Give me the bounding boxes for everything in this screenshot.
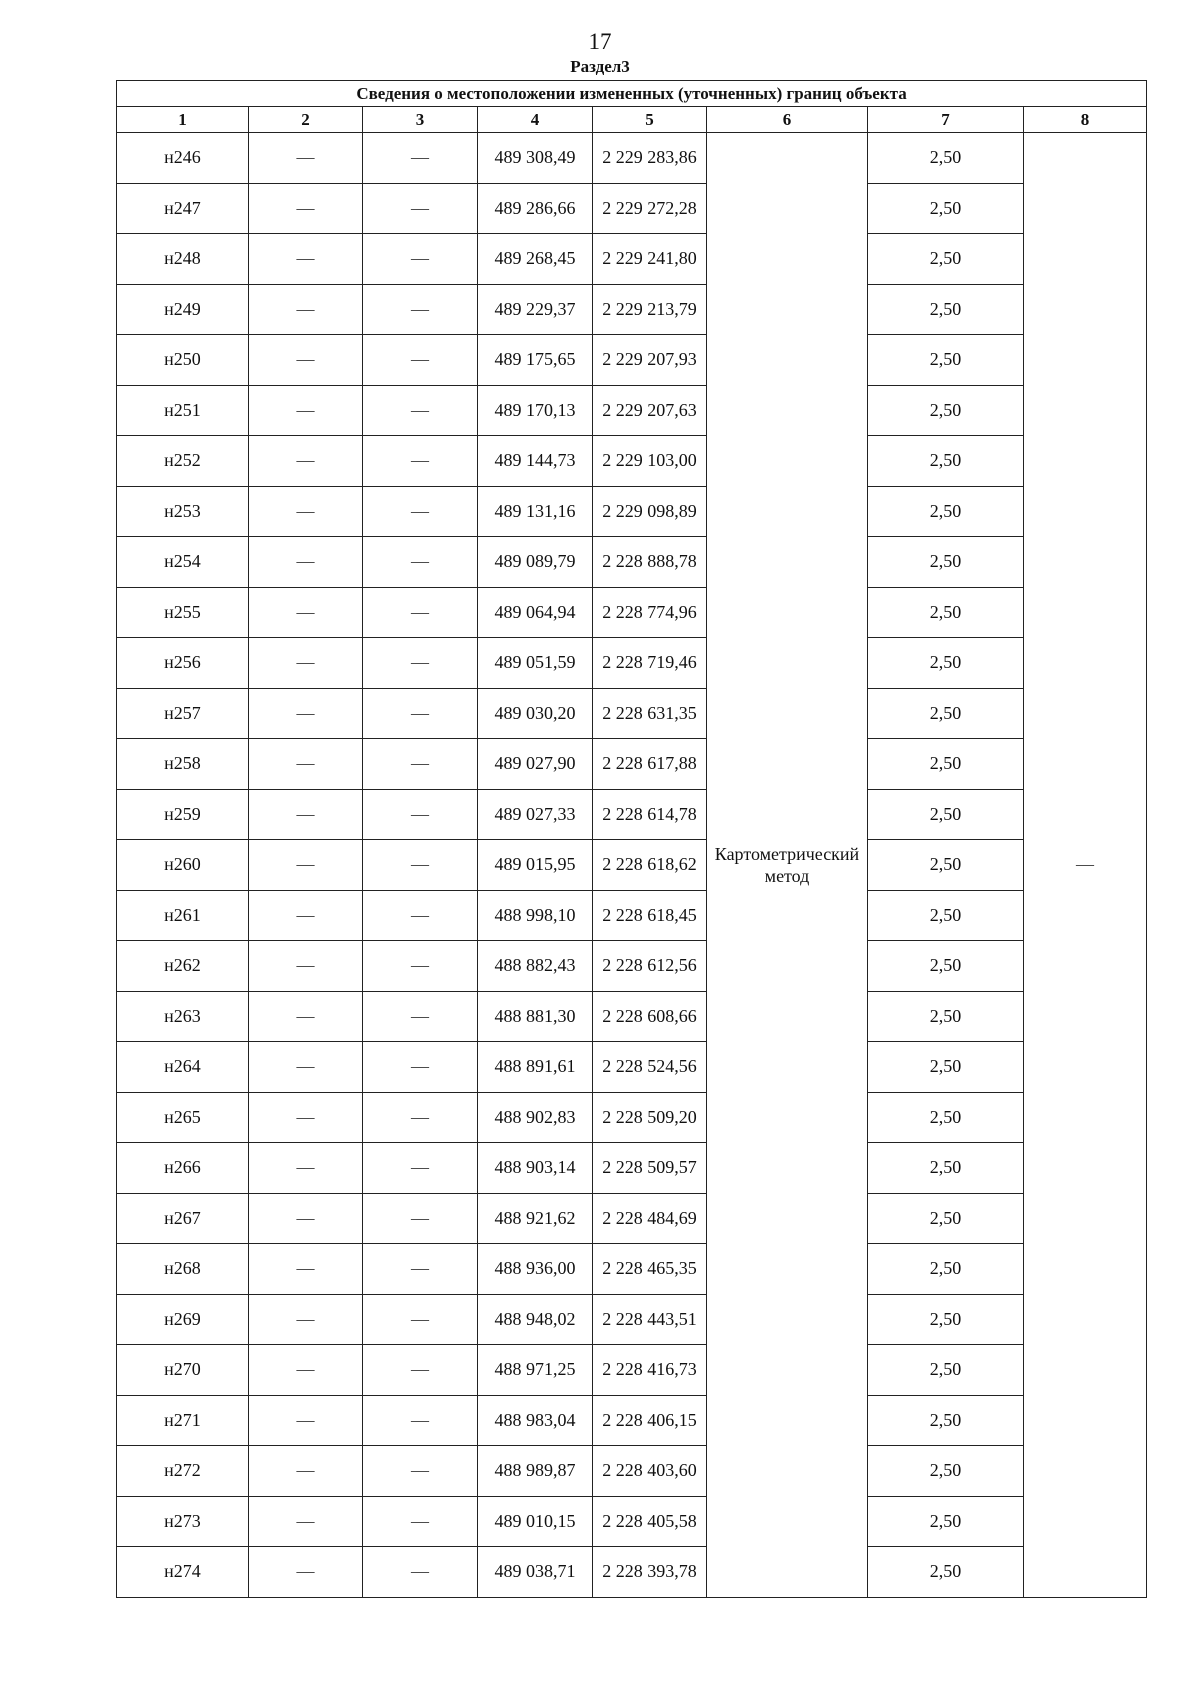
table-row — [117, 1446, 1147, 1497]
column-3-cell: — — [363, 688, 478, 739]
column-3-cell: — — [363, 1547, 478, 1598]
column-2-cell: — — [249, 537, 363, 588]
column-8-cell: — — [1024, 133, 1147, 1598]
column-3-cell: — — [363, 587, 478, 638]
x-coordinate-cell: 488 998,10 — [478, 890, 593, 941]
y-coordinate-cell: 2 228 509,57 — [593, 1143, 707, 1194]
point-id-cell: н266 — [117, 1143, 249, 1194]
column-number-1: 1 — [117, 107, 249, 133]
y-coordinate-cell: 2 228 719,46 — [593, 638, 707, 689]
point-id-cell: н268 — [117, 1244, 249, 1295]
point-id-cell: н252 — [117, 436, 249, 487]
accuracy-cell: 2,50 — [868, 234, 1024, 285]
y-coordinate-cell: 2 229 283,86 — [593, 133, 707, 184]
table-row — [117, 991, 1147, 1042]
column-3-cell: — — [363, 537, 478, 588]
accuracy-cell: 2,50 — [868, 688, 1024, 739]
accuracy-cell: 2,50 — [868, 335, 1024, 386]
x-coordinate-cell: 488 936,00 — [478, 1244, 593, 1295]
y-coordinate-cell: 2 228 443,51 — [593, 1294, 707, 1345]
column-3-cell: — — [363, 385, 478, 436]
point-id-cell: н250 — [117, 335, 249, 386]
table-row — [117, 234, 1147, 285]
x-coordinate-cell: 488 902,83 — [478, 1092, 593, 1143]
column-2-cell: — — [249, 1395, 363, 1446]
point-id-cell: н246 — [117, 133, 249, 184]
accuracy-cell: 2,50 — [868, 1294, 1024, 1345]
table-row — [117, 385, 1147, 436]
column-2-cell: — — [249, 991, 363, 1042]
column-number-3: 3 — [363, 107, 478, 133]
table-row — [117, 1092, 1147, 1143]
point-id-cell: н259 — [117, 789, 249, 840]
point-id-cell: н269 — [117, 1294, 249, 1345]
y-coordinate-cell: 2 228 617,88 — [593, 739, 707, 790]
table-row — [117, 890, 1147, 941]
y-coordinate-cell: 2 229 098,89 — [593, 486, 707, 537]
accuracy-cell: 2,50 — [868, 1244, 1024, 1295]
column-3-cell: — — [363, 1143, 478, 1194]
table-row — [117, 840, 1147, 891]
column-2-cell: — — [249, 789, 363, 840]
x-coordinate-cell: 488 971,25 — [478, 1345, 593, 1396]
column-3-cell: — — [363, 284, 478, 335]
y-coordinate-cell: 2 228 618,45 — [593, 890, 707, 941]
x-coordinate-cell: 489 089,79 — [478, 537, 593, 588]
accuracy-cell: 2,50 — [868, 587, 1024, 638]
x-coordinate-cell: 489 027,33 — [478, 789, 593, 840]
table-row — [117, 638, 1147, 689]
accuracy-cell: 2,50 — [868, 486, 1024, 537]
table-row — [117, 1143, 1147, 1194]
column-2-cell: — — [249, 284, 363, 335]
point-id-cell: н251 — [117, 385, 249, 436]
point-id-cell: н256 — [117, 638, 249, 689]
point-id-cell: н253 — [117, 486, 249, 537]
column-2-cell: — — [249, 385, 363, 436]
table-row — [117, 183, 1147, 234]
accuracy-cell: 2,50 — [868, 941, 1024, 992]
column-number-2: 2 — [249, 107, 363, 133]
accuracy-cell: 2,50 — [868, 284, 1024, 335]
column-3-cell: — — [363, 1042, 478, 1093]
table-row — [117, 1193, 1147, 1244]
y-coordinate-cell: 2 228 614,78 — [593, 789, 707, 840]
accuracy-cell: 2,50 — [868, 789, 1024, 840]
column-number-4: 4 — [478, 107, 593, 133]
y-coordinate-cell: 2 229 241,80 — [593, 234, 707, 285]
accuracy-cell: 2,50 — [868, 991, 1024, 1042]
column-3-cell: — — [363, 1244, 478, 1295]
y-coordinate-cell: 2 228 406,15 — [593, 1395, 707, 1446]
point-id-cell: н274 — [117, 1547, 249, 1598]
y-coordinate-cell: 2 228 524,56 — [593, 1042, 707, 1093]
y-coordinate-cell: 2 229 272,28 — [593, 183, 707, 234]
column-3-cell: — — [363, 183, 478, 234]
table-row — [117, 1395, 1147, 1446]
column-2-cell: — — [249, 941, 363, 992]
point-id-cell: н261 — [117, 890, 249, 941]
column-2-cell: — — [249, 1244, 363, 1295]
accuracy-cell: 2,50 — [868, 1446, 1024, 1497]
column-3-cell: — — [363, 1193, 478, 1244]
column-2-cell: — — [249, 1193, 363, 1244]
x-coordinate-cell: 489 030,20 — [478, 688, 593, 739]
table-row — [117, 133, 1147, 184]
column-2-cell: — — [249, 638, 363, 689]
table-row — [117, 1294, 1147, 1345]
column-number-row — [117, 107, 1147, 133]
column-2-cell: — — [249, 1496, 363, 1547]
table-row — [117, 587, 1147, 638]
accuracy-cell: 2,50 — [868, 840, 1024, 891]
column-3-cell: — — [363, 941, 478, 992]
x-coordinate-cell: 489 015,95 — [478, 840, 593, 891]
accuracy-cell: 2,50 — [868, 436, 1024, 487]
x-coordinate-cell: 488 921,62 — [478, 1193, 593, 1244]
x-coordinate-cell: 489 308,49 — [478, 133, 593, 184]
point-id-cell: н258 — [117, 739, 249, 790]
column-number-7: 7 — [868, 107, 1024, 133]
table-row — [117, 941, 1147, 992]
y-coordinate-cell: 2 229 207,63 — [593, 385, 707, 436]
accuracy-cell: 2,50 — [868, 1395, 1024, 1446]
x-coordinate-cell: 489 051,59 — [478, 638, 593, 689]
point-id-cell: н255 — [117, 587, 249, 638]
point-id-cell: н262 — [117, 941, 249, 992]
column-2-cell: — — [249, 1042, 363, 1093]
column-3-cell: — — [363, 991, 478, 1042]
accuracy-cell: 2,50 — [868, 1042, 1024, 1093]
table-row — [117, 1042, 1147, 1093]
x-coordinate-cell: 489 027,90 — [478, 739, 593, 790]
y-coordinate-cell: 2 228 509,20 — [593, 1092, 707, 1143]
y-coordinate-cell: 2 229 207,93 — [593, 335, 707, 386]
y-coordinate-cell: 2 228 608,66 — [593, 991, 707, 1042]
y-coordinate-cell: 2 228 484,69 — [593, 1193, 707, 1244]
accuracy-cell: 2,50 — [868, 1547, 1024, 1598]
x-coordinate-cell: 488 881,30 — [478, 991, 593, 1042]
table-row — [117, 688, 1147, 739]
point-id-cell: н263 — [117, 991, 249, 1042]
table-row — [117, 537, 1147, 588]
y-coordinate-cell: 2 228 403,60 — [593, 1446, 707, 1497]
column-2-cell: — — [249, 1547, 363, 1598]
column-2-cell: — — [249, 1294, 363, 1345]
column-3-cell: — — [363, 789, 478, 840]
y-coordinate-cell: 2 228 405,58 — [593, 1496, 707, 1547]
y-coordinate-cell: 2 228 774,96 — [593, 587, 707, 638]
point-id-cell: н270 — [117, 1345, 249, 1396]
table-row — [117, 436, 1147, 487]
y-coordinate-cell: 2 228 465,35 — [593, 1244, 707, 1295]
section-title: Раздел3 — [570, 57, 630, 76]
accuracy-cell: 2,50 — [868, 133, 1024, 184]
column-2-cell: — — [249, 335, 363, 386]
column-number-5: 5 — [593, 107, 707, 133]
x-coordinate-cell: 489 010,15 — [478, 1496, 593, 1547]
x-coordinate-cell: 489 131,16 — [478, 486, 593, 537]
table-row — [117, 486, 1147, 537]
point-id-cell: н272 — [117, 1446, 249, 1497]
column-3-cell: — — [363, 1446, 478, 1497]
column-2-cell: — — [249, 436, 363, 487]
column-3-cell: — — [363, 335, 478, 386]
column-3-cell: — — [363, 1294, 478, 1345]
y-coordinate-cell: 2 229 213,79 — [593, 284, 707, 335]
column-2-cell: — — [249, 486, 363, 537]
column-2-cell: — — [249, 890, 363, 941]
x-coordinate-cell: 489 144,73 — [478, 436, 593, 487]
column-3-cell: — — [363, 436, 478, 487]
y-coordinate-cell: 2 228 612,56 — [593, 941, 707, 992]
column-2-cell: — — [249, 739, 363, 790]
x-coordinate-cell: 489 038,71 — [478, 1547, 593, 1598]
column-3-cell: — — [363, 1092, 478, 1143]
accuracy-cell: 2,50 — [868, 183, 1024, 234]
column-number-8: 8 — [1024, 107, 1147, 133]
column-3-cell: — — [363, 133, 478, 184]
method-cell: Картометрический метод — [707, 133, 868, 1598]
column-2-cell: — — [249, 234, 363, 285]
point-id-cell: н267 — [117, 1193, 249, 1244]
table-row — [117, 335, 1147, 386]
accuracy-cell: 2,50 — [868, 1092, 1024, 1143]
column-3-cell: — — [363, 486, 478, 537]
x-coordinate-cell: 489 170,13 — [478, 385, 593, 436]
x-coordinate-cell: 489 268,45 — [478, 234, 593, 285]
accuracy-cell: 2,50 — [868, 1143, 1024, 1194]
point-id-cell: н247 — [117, 183, 249, 234]
y-coordinate-cell: 2 228 618,62 — [593, 840, 707, 891]
x-coordinate-cell: 488 983,04 — [478, 1395, 593, 1446]
point-id-cell: н260 — [117, 840, 249, 891]
point-id-cell: н248 — [117, 234, 249, 285]
x-coordinate-cell: 488 903,14 — [478, 1143, 593, 1194]
column-2-cell: — — [249, 1092, 363, 1143]
table-row — [117, 284, 1147, 335]
table-row — [117, 739, 1147, 790]
x-coordinate-cell: 489 286,66 — [478, 183, 593, 234]
column-number-6: 6 — [707, 107, 868, 133]
x-coordinate-cell: 489 064,94 — [478, 587, 593, 638]
accuracy-cell: 2,50 — [868, 537, 1024, 588]
accuracy-cell: 2,50 — [868, 638, 1024, 689]
table-row — [117, 1345, 1147, 1396]
point-id-cell: н264 — [117, 1042, 249, 1093]
table-row — [117, 1547, 1147, 1598]
column-3-cell: — — [363, 1496, 478, 1547]
x-coordinate-cell: 489 229,37 — [478, 284, 593, 335]
y-coordinate-cell: 2 228 416,73 — [593, 1345, 707, 1396]
column-3-cell: — — [363, 1395, 478, 1446]
x-coordinate-cell: 489 175,65 — [478, 335, 593, 386]
y-coordinate-cell: 2 228 888,78 — [593, 537, 707, 588]
coordinates-table — [116, 80, 1147, 1598]
table-body — [117, 133, 1147, 1598]
column-2-cell: — — [249, 183, 363, 234]
column-3-cell: — — [363, 890, 478, 941]
accuracy-cell: 2,50 — [868, 385, 1024, 436]
table-row — [117, 789, 1147, 840]
column-2-cell: — — [249, 587, 363, 638]
x-coordinate-cell: 488 882,43 — [478, 941, 593, 992]
page-number: 17 — [588, 29, 612, 54]
x-coordinate-cell: 488 989,87 — [478, 1446, 593, 1497]
point-id-cell: н265 — [117, 1092, 249, 1143]
point-id-cell: н254 — [117, 537, 249, 588]
column-3-cell: — — [363, 638, 478, 689]
column-2-cell: — — [249, 840, 363, 891]
point-id-cell: н273 — [117, 1496, 249, 1547]
column-3-cell: — — [363, 739, 478, 790]
x-coordinate-cell: 488 948,02 — [478, 1294, 593, 1345]
accuracy-cell: 2,50 — [868, 1345, 1024, 1396]
accuracy-cell: 2,50 — [868, 890, 1024, 941]
column-2-cell: — — [249, 133, 363, 184]
accuracy-cell: 2,50 — [868, 1193, 1024, 1244]
x-coordinate-cell: 488 891,61 — [478, 1042, 593, 1093]
column-2-cell: — — [249, 1143, 363, 1194]
point-id-cell: н249 — [117, 284, 249, 335]
point-id-cell: н271 — [117, 1395, 249, 1446]
column-2-cell: — — [249, 1446, 363, 1497]
column-2-cell: — — [249, 688, 363, 739]
point-id-cell: н257 — [117, 688, 249, 739]
column-3-cell: — — [363, 234, 478, 285]
table-row — [117, 1496, 1147, 1547]
y-coordinate-cell: 2 229 103,00 — [593, 436, 707, 487]
y-coordinate-cell: 2 228 393,78 — [593, 1547, 707, 1598]
column-3-cell: — — [363, 1345, 478, 1396]
y-coordinate-cell: 2 228 631,35 — [593, 688, 707, 739]
column-3-cell: — — [363, 840, 478, 891]
column-2-cell: — — [249, 1345, 363, 1396]
table-row — [117, 1244, 1147, 1295]
accuracy-cell: 2,50 — [868, 1496, 1024, 1547]
accuracy-cell: 2,50 — [868, 739, 1024, 790]
table-caption: Сведения о местоположении измененных (уточненных) границ объекта — [117, 81, 1147, 107]
